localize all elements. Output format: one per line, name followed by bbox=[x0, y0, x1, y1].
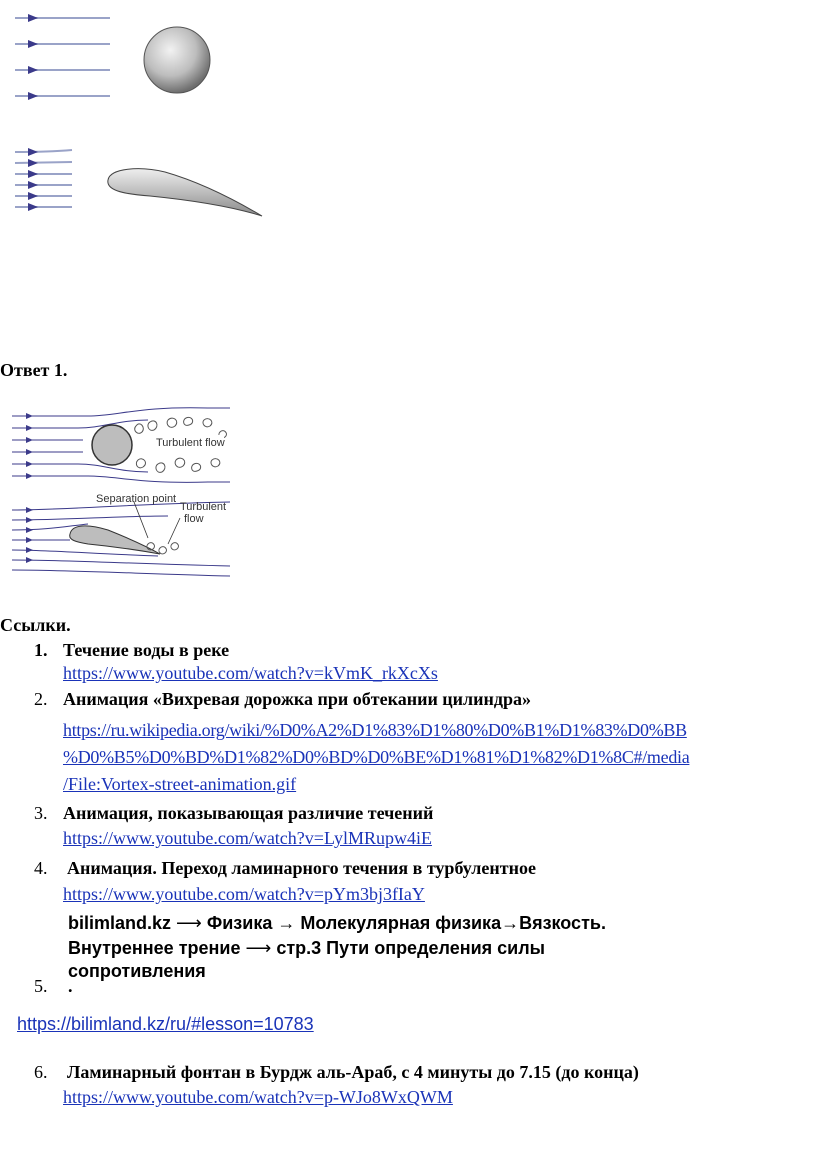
link-url[interactable]: https://www.youtube.com/watch?v=p-WJo8WxQWM bbox=[63, 1087, 453, 1107]
streamlines-bottom bbox=[15, 150, 72, 207]
link-url[interactable]: https://bilimland.kz/ru/#lesson=10783 bbox=[17, 1014, 314, 1034]
link-title: Анимация, показывающая различие течений bbox=[63, 803, 434, 823]
turbulent-flow-label: Turbulent flow bbox=[156, 437, 225, 449]
bili-site: bilimland.kz bbox=[68, 913, 172, 933]
turbulent-label-line1: Turbulent bbox=[180, 501, 227, 513]
streamlines-top bbox=[15, 18, 110, 96]
list-dot: . bbox=[68, 976, 73, 996]
upper-sphere bbox=[92, 425, 132, 465]
list-number: 1. bbox=[34, 640, 48, 660]
top-flow-figure bbox=[0, 0, 300, 230]
bili-subject: Физика bbox=[206, 913, 273, 933]
arrow-right-icon: → bbox=[501, 913, 520, 933]
link-url[interactable]: https://ru.wikipedia.org/wiki/%D0%A2%D1%83%D1%80%D0%B1%D1%83%D0%BB bbox=[63, 720, 687, 740]
bili-topic-sub: Внутреннее трение bbox=[68, 938, 241, 958]
links-heading: Ссылки. bbox=[0, 615, 71, 635]
list-number: 4. bbox=[34, 858, 48, 878]
bili-page: стр.3 Пути определения силы bbox=[276, 938, 546, 958]
link-title: Течение воды в реке bbox=[63, 640, 230, 660]
lower-arrows bbox=[26, 507, 33, 563]
link-url[interactable]: https://www.youtube.com/watch?v=LylMRupw4iE bbox=[63, 828, 432, 848]
link-title: Ламинарный фонтан в Бурдж аль-Араб, с 4 минуты до 7.15 (до конца) bbox=[67, 1062, 639, 1082]
arrow-right-icon: ⟶ bbox=[176, 913, 202, 933]
sphere-shape bbox=[144, 27, 210, 93]
link-url[interactable]: %D0%B5%D0%BD%D1%82%D0%BD%D0%BE%D1%81%D1%82%D1%8C#/media bbox=[63, 747, 690, 767]
list-number: 2. bbox=[34, 689, 48, 709]
bilimland-path-line2 bbox=[68, 938, 545, 959]
arrows-bottom bbox=[28, 148, 38, 211]
arrow-right-icon: ⟶ bbox=[245, 938, 272, 958]
airfoil-shape bbox=[108, 169, 262, 216]
list-number: 3. bbox=[34, 803, 48, 823]
lower-airfoil bbox=[70, 526, 160, 554]
list-number: 5. bbox=[34, 976, 48, 996]
link-url[interactable]: https://www.youtube.com/watch?v=pYm3bj3fIaY bbox=[63, 884, 425, 904]
link-title: Анимация «Вихревая дорожка при обтекании цилиндра» bbox=[63, 689, 532, 709]
bilimland-path-line3: сопротивления bbox=[68, 961, 206, 981]
link-url[interactable]: /File:Vortex-street-animation.gif bbox=[63, 774, 297, 794]
arrow-right-icon: → bbox=[277, 913, 296, 933]
link-url[interactable]: https://www.youtube.com/watch?v=kVmK_rkXcXs bbox=[63, 663, 438, 683]
bilimland-path-line1 bbox=[68, 913, 606, 934]
turbulent-label-line2: flow bbox=[184, 513, 204, 525]
answer-flow-figure bbox=[8, 398, 248, 578]
arrows-top bbox=[28, 14, 38, 100]
answer-heading: Ответ 1. bbox=[0, 360, 68, 380]
bili-topic: Вязкость. bbox=[519, 913, 606, 933]
list-number: 6. bbox=[34, 1062, 48, 1082]
bili-section: Молекулярная физика bbox=[300, 913, 502, 933]
separation-point-label: Separation point bbox=[96, 493, 177, 505]
upper-arrows bbox=[26, 413, 33, 479]
link-title: Анимация. Переход ламинарного течения в турбулентное bbox=[67, 858, 536, 878]
